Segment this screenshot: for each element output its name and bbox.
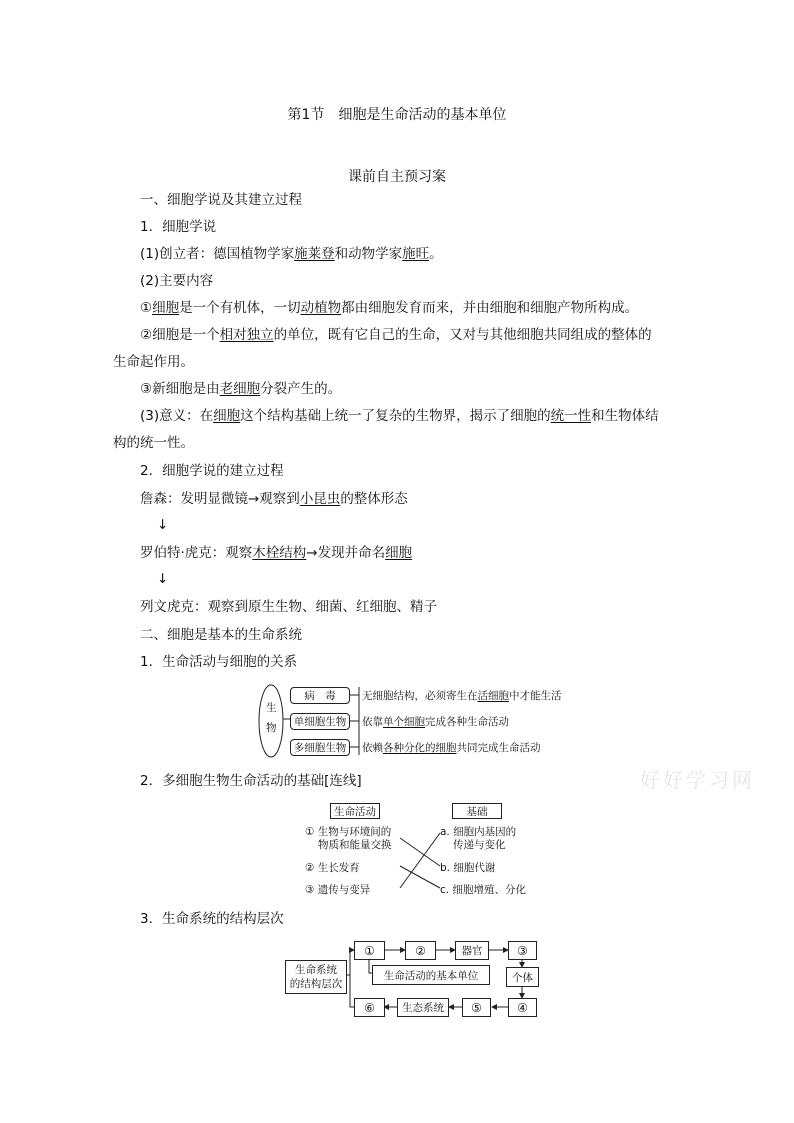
answer-blank: 单个细胞 [383, 716, 425, 728]
activity-2: ② 生长发育 [305, 862, 360, 874]
content-point-2: ②细胞是一个相对独立的单位，既有它自己的生命，又对与其他细胞共同组成的整体的 [140, 327, 652, 343]
answer-blank: 细胞 [152, 300, 180, 316]
watermark: 好好学习网 [640, 768, 755, 792]
answer-blank: 施旺 [402, 246, 430, 262]
content-point-2-cont: 生命起作用。 [113, 354, 194, 370]
match-line-2-3 [400, 866, 440, 888]
answer-blank: 相对独立 [219, 327, 274, 343]
unicellular-desc: 依靠单个细胞完成各种生命活动 [362, 716, 509, 728]
history-step-hooke: 罗伯特·虎克：观察木栓结构→发现并命名细胞 [140, 545, 413, 561]
organism-label-bottom: 物 [266, 722, 277, 734]
basis-a: a. 细胞内基因的 传递与变化 [440, 826, 517, 851]
answer-blank: 细胞 [385, 545, 413, 561]
activity-3: ③ 遗传与变异 [305, 884, 371, 896]
organism-label-top: 生 [266, 702, 277, 714]
content-heading: (2)主要内容 [140, 273, 214, 289]
cell-theory-heading: 1．细胞学说 [140, 219, 217, 235]
activity-1: ① 生物与环境间的 物质和能量交换 [305, 826, 392, 851]
significance-line: (3)意义：在细胞这个结构基础上统一了复杂的生物界，揭示了细胞的统一性和生物体结 [140, 408, 659, 424]
down-arrow: ↓ [157, 571, 169, 587]
page-title: 第1节 细胞是生命活动的基本单位 [287, 107, 507, 123]
answer-blank: 动植物 [300, 300, 342, 316]
basis-header: 基础 [452, 803, 502, 819]
life-activity-header: 生命活动 [330, 803, 380, 819]
section-1-heading: 一、细胞学说及其建立过程 [140, 192, 302, 208]
virus-box: 病 毒 [290, 687, 350, 704]
level-3: ③ [508, 941, 537, 960]
answer-blank: 活细胞 [477, 690, 509, 702]
multicellular-desc: 依赖各种分化的细胞共同完成生命活动 [362, 742, 541, 754]
hierarchy-root: 生命系统 的结构层次 [285, 960, 347, 994]
content-point-1: ①细胞是一个有机体，一切动植物都由细胞发育而来，并由细胞和细胞产物所构成。 [140, 300, 639, 316]
level-6: ⑥ [354, 998, 385, 1017]
match-line-3-1 [400, 833, 440, 888]
answer-blank: 小昆虫 [299, 491, 341, 507]
basis-c: c. 细胞增殖、分化 [440, 884, 526, 896]
down-arrow: ↓ [157, 517, 169, 533]
basis-b: b. 细胞代谢 [440, 862, 496, 874]
level-organ: 器官 [455, 941, 489, 960]
basic-unit-box: 生命活动的基本单位 [372, 965, 490, 985]
content-point-3: ③新细胞是由老细胞分裂产生的。 [140, 381, 342, 397]
section-2-heading: 二、细胞是基本的生命系统 [140, 627, 302, 643]
level-4: ④ [508, 998, 537, 1017]
match-line-1-2 [400, 838, 440, 866]
unicellular-box: 单细胞生物 [290, 713, 350, 730]
section-subtitle: 课前自主预习案 [348, 169, 446, 185]
founders-line: (1)创立者：德国植物学家施莱登和动物学家施旺。 [140, 246, 443, 262]
matching-lines [300, 820, 450, 900]
history-heading: 2．细胞学说的建立过程 [140, 463, 284, 479]
matching-heading: 2．多细胞生物生命活动的基础[连线] [140, 773, 362, 789]
history-step-jansen: 詹森：发明显微镜→观察到小昆虫的整体形态 [140, 491, 408, 507]
answer-blank: 统一性 [550, 408, 592, 424]
answer-blank: 老细胞 [219, 381, 261, 397]
multicellular-box: 多细胞生物 [290, 739, 350, 756]
answer-blank: 施莱登 [294, 246, 335, 262]
level-2: ② [405, 941, 436, 960]
answer-blank: 细胞 [213, 408, 241, 424]
answer-blank: 各种分化的细胞 [383, 742, 457, 754]
level-ecosystem: 生态系统 [397, 998, 449, 1017]
history-step-leeuwenhoek: 列文虎克：观察到原生生物、细菌、红细胞、精子 [140, 599, 437, 615]
life-cell-relation-heading: 1．生命活动与细胞的关系 [140, 654, 298, 670]
answer-blank: 木栓结构 [252, 545, 307, 561]
virus-desc: 无细胞结构，必须寄生在活细胞中才能生活 [362, 690, 562, 702]
significance-cont: 构的统一性。 [113, 435, 194, 451]
level-individual: 个体 [506, 967, 539, 987]
level-1: ① [354, 941, 385, 960]
hierarchy-heading: 3．生命系统的结构层次 [140, 911, 284, 927]
level-5: ⑤ [462, 998, 491, 1017]
